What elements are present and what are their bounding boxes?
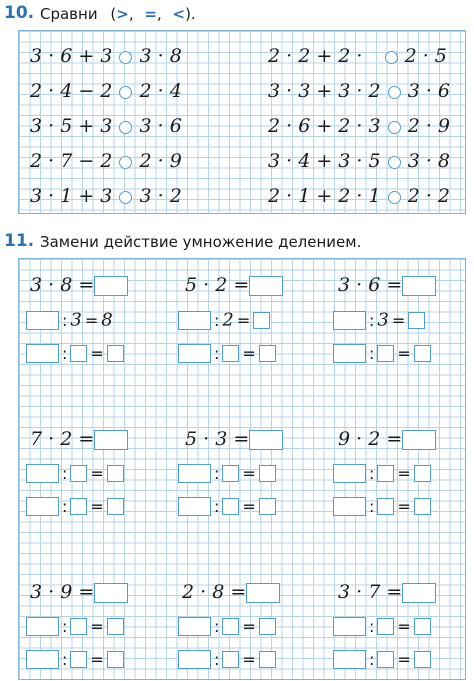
quotient-box[interactable] [414, 618, 431, 635]
colon-sign: : [214, 616, 220, 636]
division-line-2 [178, 649, 276, 669]
divisor-box[interactable] [70, 618, 87, 635]
division-line-1 [178, 463, 276, 483]
division-line-2 [333, 649, 431, 669]
equals-sign: = [90, 649, 104, 669]
compare-lhs: 3 · 6 + 3 [30, 45, 113, 67]
product-answer-box[interactable] [94, 583, 128, 603]
division-line-2 [333, 343, 431, 363]
division-line-2 [26, 496, 124, 516]
compare-lhs: 2 · 1 + 2 · 1 [268, 185, 381, 207]
quotient-box[interactable] [414, 465, 431, 482]
task-11-number: 11. [4, 231, 35, 251]
quotient-box[interactable] [414, 345, 431, 362]
dividend-box[interactable] [333, 650, 366, 669]
mult-expression [182, 581, 280, 603]
divisor-box[interactable] [377, 651, 394, 668]
task-10-prompt-word: Сравни [40, 5, 98, 23]
compare-lhs: 2 · 7 − 2 [30, 150, 113, 172]
compare-circle-input[interactable] [388, 121, 401, 134]
divisor-value: 3 [377, 309, 389, 331]
colon-sign: : [369, 616, 375, 636]
dividend-box[interactable] [333, 617, 366, 636]
compare-rhs: 3 · 8 [407, 150, 450, 172]
equals-sign: = [90, 343, 104, 363]
compare-row-right-3 [268, 115, 450, 137]
mult-text: 9 · 2 = [338, 428, 403, 450]
quotient-box[interactable] [259, 345, 276, 362]
colon-sign: : [62, 343, 68, 363]
division-line-2 [333, 496, 431, 516]
compare-circle-input[interactable] [119, 156, 132, 169]
quotient-box[interactable] [408, 312, 425, 329]
mult-text: 7 · 2 = [30, 428, 95, 450]
mult-expression [338, 428, 436, 450]
dividend-box[interactable] [26, 464, 59, 483]
dividend-box[interactable] [178, 650, 211, 669]
mult-text: 3 · 8 = [30, 274, 95, 296]
dividend-box[interactable] [178, 464, 211, 483]
compare-rhs: 3 · 6 [139, 115, 182, 137]
divisor-box[interactable] [377, 465, 394, 482]
divisor-value: 3 [70, 309, 82, 331]
compare-lhs: 2 · 2 + 2 · [268, 45, 363, 67]
divisor-box[interactable] [377, 618, 394, 635]
compare-rhs: 2 · 9 [139, 150, 182, 172]
colon-sign: : [62, 463, 68, 483]
equals-sign: = [397, 616, 411, 636]
equals-sign: = [397, 649, 411, 669]
compare-row-left-1 [30, 45, 182, 67]
compare-row-right-4 [268, 150, 450, 172]
equals-sign: = [236, 310, 251, 330]
division-line-1 [333, 463, 431, 483]
equals-sign: = [242, 649, 256, 669]
compare-rhs: 2 · 2 [407, 185, 450, 207]
division-line-2 [26, 343, 124, 363]
compare-rhs: 2 · 5 [404, 45, 447, 67]
colon-sign: : [369, 463, 375, 483]
equals-sign: = [397, 343, 411, 363]
compare-row-left-2 [30, 80, 182, 102]
mult-expression [338, 274, 436, 296]
colon-sign: : [62, 496, 68, 516]
quotient-box[interactable] [259, 618, 276, 635]
divisor-box[interactable] [70, 465, 87, 482]
greater-than-symbol: > [116, 5, 129, 23]
compare-circle-input[interactable] [388, 156, 401, 169]
dividend-box[interactable] [333, 311, 366, 330]
quotient-box[interactable] [107, 651, 124, 668]
dividend-box[interactable] [178, 497, 211, 516]
product-answer-box[interactable] [94, 276, 128, 296]
compare-rhs: 3 · 6 [407, 80, 450, 102]
equals-sign: = [391, 310, 406, 330]
product-answer-box[interactable] [249, 430, 283, 450]
division-line-1 [178, 310, 270, 330]
equals-sign: = [84, 310, 99, 330]
division-line-2 [26, 649, 124, 669]
division-line-2 [178, 496, 276, 516]
colon-sign: : [62, 310, 68, 330]
compare-lhs: 3 · 1 + 3 [30, 185, 113, 207]
equals-sign: = [90, 496, 104, 516]
divisor-box[interactable] [70, 498, 87, 515]
equals-sign: = [90, 616, 104, 636]
product-answer-box[interactable] [249, 276, 283, 296]
quotient-box[interactable] [107, 465, 124, 482]
colon-sign: : [214, 649, 220, 669]
divisor-box[interactable] [222, 345, 239, 362]
compare-row-left-4 [30, 150, 182, 172]
division-line-2 [178, 343, 276, 363]
colon-sign: : [369, 343, 375, 363]
divisor-box[interactable] [377, 498, 394, 515]
mult-expression [185, 428, 283, 450]
quotient-box[interactable] [107, 345, 124, 362]
division-line-1 [178, 616, 276, 636]
quotient-box[interactable] [259, 465, 276, 482]
compare-lhs: 2 · 6 + 2 · 3 [268, 115, 381, 137]
dividend-box[interactable] [26, 617, 59, 636]
compare-rhs: 2 · 9 [407, 115, 450, 137]
division-line-1 [26, 310, 113, 330]
colon-sign: : [369, 649, 375, 669]
colon-sign: : [214, 496, 220, 516]
quotient-box[interactable] [259, 651, 276, 668]
less-than-symbol: < [172, 5, 186, 23]
dividend-box[interactable] [333, 497, 366, 516]
task-10-prompt: Сравни (>, =, <). [40, 5, 196, 23]
compare-row-right-5 [268, 185, 450, 207]
compare-circle-input[interactable] [119, 191, 132, 204]
quotient-box[interactable] [107, 618, 124, 635]
divisor-box[interactable] [222, 651, 239, 668]
compare-lhs: 3 · 4 + 3 · 5 [268, 150, 381, 172]
equals-sign: = [397, 463, 411, 483]
divisor-box[interactable] [222, 465, 239, 482]
quotient-box[interactable] [253, 312, 270, 329]
compare-lhs: 3 · 3 + 3 · 2 [268, 80, 381, 102]
equals-sign: = [242, 496, 256, 516]
product-answer-box[interactable] [402, 276, 436, 296]
compare-circle-input[interactable] [119, 86, 132, 99]
compare-row-left-3 [30, 115, 182, 137]
mult-text: 3 · 7 = [338, 581, 403, 603]
quotient-box[interactable] [414, 651, 431, 668]
divisor-box[interactable] [222, 618, 239, 635]
dividend-box[interactable] [26, 497, 59, 516]
colon-sign: : [62, 649, 68, 669]
divisor-value: 2 [222, 309, 234, 331]
product-answer-box[interactable] [402, 430, 436, 450]
divisor-box[interactable] [222, 498, 239, 515]
colon-sign: : [214, 343, 220, 363]
dividend-box[interactable] [178, 311, 211, 330]
equals-sign: = [397, 496, 411, 516]
dividend-box[interactable] [333, 344, 366, 363]
colon-sign: : [62, 616, 68, 636]
compare-rhs: 3 · 8 [139, 45, 182, 67]
compare-circle-input[interactable] [119, 51, 132, 64]
compare-lhs: 2 · 4 − 2 [30, 80, 113, 102]
compare-rhs: 2 · 4 [139, 80, 182, 102]
mult-text: 5 · 2 = [185, 274, 250, 296]
compare-circle-input[interactable] [388, 191, 401, 204]
dividend-box[interactable] [178, 344, 211, 363]
prompt-open-paren: ( [110, 5, 117, 23]
compare-lhs: 3 · 5 + 3 [30, 115, 113, 137]
product-answer-box[interactable] [402, 583, 436, 603]
product-answer-box[interactable] [94, 430, 128, 450]
quotient-box[interactable] [259, 498, 276, 515]
dividend-box[interactable] [333, 464, 366, 483]
equals-sign: = [90, 463, 104, 483]
equals-sign: = [242, 343, 256, 363]
mult-text: 3 · 9 = [30, 581, 95, 603]
quotient-box[interactable] [414, 498, 431, 515]
mult-expression [30, 428, 128, 450]
compare-circle-input[interactable] [385, 51, 398, 64]
division-line-1 [26, 616, 124, 636]
prompt-close-paren: ). [185, 5, 196, 23]
task-10-number: 10. [4, 3, 35, 23]
division-line-1 [333, 616, 431, 636]
division-line-1 [26, 463, 124, 483]
colon-sign: : [214, 310, 220, 330]
divisor-box[interactable] [70, 345, 87, 362]
mult-text: 5 · 3 = [185, 428, 250, 450]
mult-text: 2 · 8 = [182, 581, 247, 603]
dividend-box[interactable] [178, 617, 211, 636]
mult-expression [338, 581, 436, 603]
compare-row-right-1 [268, 45, 447, 67]
equals-sign: = [242, 616, 256, 636]
product-answer-box[interactable] [246, 583, 280, 603]
dividend-box[interactable] [26, 650, 59, 669]
equals-symbol: = [144, 5, 157, 23]
equals-sign: = [242, 463, 256, 483]
mult-expression [185, 274, 283, 296]
colon-sign: : [214, 463, 220, 483]
dividend-box[interactable] [26, 344, 59, 363]
compare-rhs: 3 · 2 [139, 185, 182, 207]
mult-expression [30, 274, 128, 296]
mult-expression [30, 581, 128, 603]
divisor-box[interactable] [377, 345, 394, 362]
quotient-value: 8 [101, 309, 113, 331]
task-11-prompt: Замени действие умножение делением. [40, 233, 362, 251]
colon-sign: : [369, 496, 375, 516]
divisor-box[interactable] [70, 651, 87, 668]
dividend-box[interactable] [26, 311, 59, 330]
mult-text: 3 · 6 = [338, 274, 403, 296]
compare-circle-input[interactable] [388, 86, 401, 99]
quotient-box[interactable] [107, 498, 124, 515]
compare-circle-input[interactable] [119, 121, 132, 134]
compare-row-left-5 [30, 185, 182, 207]
division-line-1 [333, 310, 425, 330]
colon-sign: : [369, 310, 375, 330]
compare-row-right-2 [268, 80, 450, 102]
